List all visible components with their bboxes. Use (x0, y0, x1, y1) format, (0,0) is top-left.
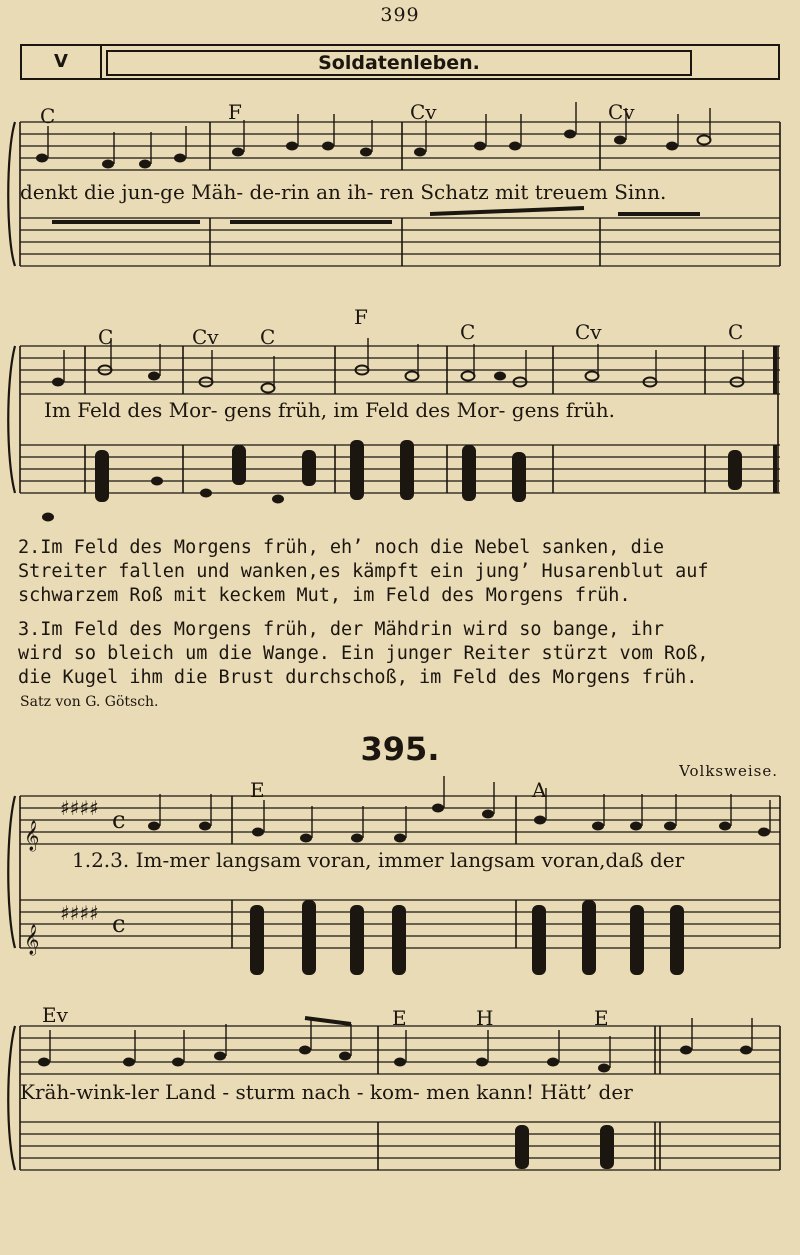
melody-origin: Volksweise. (679, 762, 778, 780)
lyrics-line: Im Feld des Mor- gens früh, im Feld des Mor- gens früh. (44, 398, 616, 422)
lyrics-line: denkt die jun-ge Mäh- de-rin an ih- ren Schatz mit treuem Sinn. (20, 180, 667, 204)
song-number: 395. (360, 730, 440, 768)
chord-symbol: F (228, 100, 242, 124)
chord-symbol: A (532, 778, 547, 802)
chord-symbol: C (40, 104, 56, 128)
beams (52, 208, 700, 1024)
page-number: 399 (380, 4, 420, 26)
chord-symbol: Cv (192, 325, 219, 349)
svg-text:♯♯♯♯: ♯♯♯♯ (60, 796, 99, 820)
svg-text:♯♯♯♯: ♯♯♯♯ (60, 901, 99, 925)
chord-symbol: F (354, 305, 368, 329)
section-title: Soldatenleben. (106, 50, 692, 76)
chord-symbol: Cv (575, 320, 602, 344)
lyrics-line: 1.2.3. Im-mer langsam voran, immer langsam voran,daß der (72, 848, 685, 872)
chord-symbol: H (476, 1006, 494, 1030)
chord-symbol: E (250, 778, 265, 802)
chord-symbol: Cv (410, 100, 437, 124)
half-note-heads (99, 136, 744, 393)
chord-symbol: E (392, 1006, 407, 1030)
svg-text:c: c (112, 910, 126, 938)
chord-symbol: Ev (42, 1003, 68, 1027)
chord-symbol: Cv (608, 100, 635, 124)
section-label: V (22, 46, 102, 78)
verse-3: 3.Im Feld des Morgens früh, der Mähdrin wird so bange, ihr wird so bleich um die Wange. Ein junger Reiter stürzt vom Roß, die Kugel ihm die Brust durchschoß, im Feld des Morgens früh. (18, 619, 709, 688)
svg-text:c: c (112, 806, 126, 834)
chord-symbol: E (594, 1006, 609, 1030)
chord-symbol: C (460, 320, 476, 344)
svg-text:𝄞: 𝄞 (24, 925, 40, 955)
lyrics-line: Kräh-wink-ler Land - sturm nach - kom- men kann! Hätt’ der (20, 1080, 633, 1104)
verse-2: 2.Im Feld des Morgens früh, eh’ noch die Nebel sanken, die Streiter fallen und wanken,es kämpft ein jung’ Husarenblut auf schwarzem Roß mit keckem Mut, im Feld des Morgens früh. (18, 537, 709, 606)
system-braces (8, 122, 15, 1170)
chord-symbol: C (728, 320, 744, 344)
chord-symbol: C (260, 325, 276, 349)
arranger-credit: Satz von G. Götsch. (20, 694, 159, 710)
chord-symbol: C (98, 325, 114, 349)
svg-text:𝄞: 𝄞 (24, 821, 40, 851)
